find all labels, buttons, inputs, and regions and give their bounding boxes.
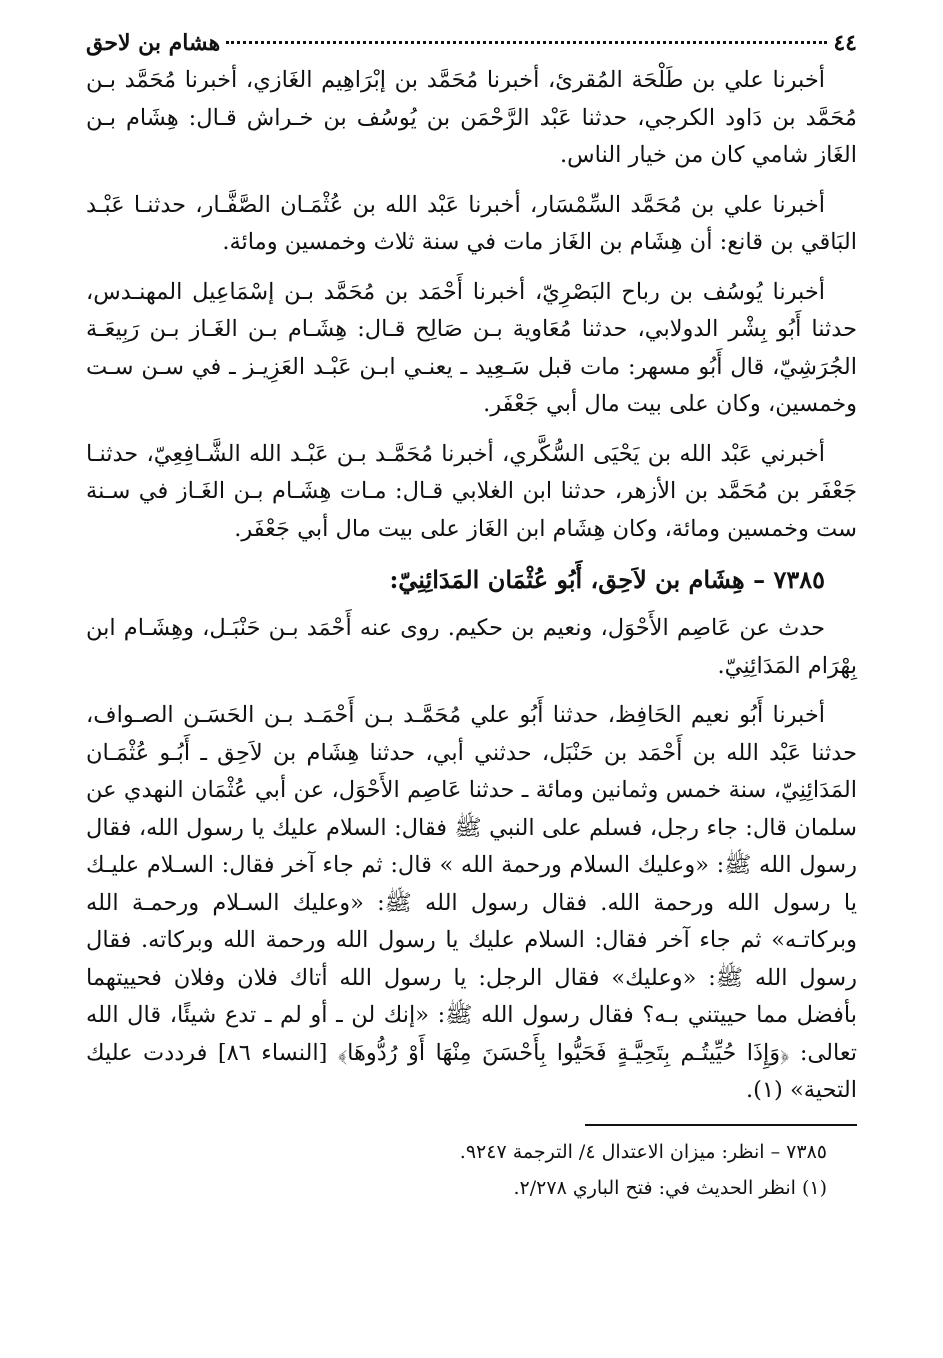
- paragraph: أخبرنا علي بن مُحَمَّد السِّمْسَار، أخبرنا عَبْد الله بن عُثْمَـان الصَّفَّـار، حدثنـا عَبْـد البَاقي بن قانع: أن هِشَام بن الغَاز مات في سنة ثلاث وخمسين ومائة.: [86, 191, 857, 255]
- footnote: (١) انظر الحديث في: فتح الباري ٢/٢٧٨.: [513, 1176, 827, 1199]
- page-number: ٤٤: [833, 30, 857, 56]
- footnote-divider: [585, 1124, 857, 1126]
- footnote: ٧٣٨٥ – انظر: ميزان الاعتدال ٤/ الترجمة ٩٢٤٧.: [459, 1140, 827, 1163]
- running-head: [86, 28, 857, 62]
- paragraph: أخبرنا علي بن طَلْحَة المُقرئ، أخبرنا مُحَمَّد بن إبْرَاهِيم الغَازي، أخبرنا مُحَمَّد بـن مُحَمَّد بن دَاود الكرجي، حدثنا عَبْد الرَّحْمَن بن يُوسُف بن خـراش قـال: هِشَام بـن الغَاز شامي كان من خيار الناس.: [86, 67, 857, 168]
- entry-heading: ٧٣٨٥ – هِشَام بن لاَحِق، أَبُو عُثْمَان المَدَائِنِيّ:: [389, 565, 825, 594]
- paragraph: أخبرنا يُوسُف بن رباح البَصْرِيّ، أخبرنا أَحْمَد بن مُحَمَّد بـن إسْمَاعِيل المهنـدس، حدثنا أَبُو بِشْر الدولابي، حدثنا مُعَاوية بـن صَالِح قـال: هِشَـام بـن الغَـاز بـن رَبِيعَـة الجُرَشِيّ، قال أَبُو مسهر: مات قبل سَـعِيد ـ يعنـي ابـن عَبْـد العَزِيـز ـ في سـن سـت وخمسين، وكان على بيت مال أبي جَعْفَر.: [86, 278, 857, 417]
- main-text: [86, 62, 857, 1110]
- paragraph: حدث عن عَاصِم الأَحْوَل، ونعيم بن حكيم. روى عنه أَحْمَد بـن حَنْبَـل، وهِشَـام ابن بِهْرَام المَدَائِنِيّ.: [86, 615, 857, 679]
- footnotes: [86, 1136, 857, 1204]
- leader-dots: [226, 41, 827, 44]
- running-title: هشام بن لاحق: [86, 30, 221, 56]
- paragraph: أخبرني عَبْد الله بن يَحْيَى السُّكَّري، أخبرنا مُحَمَّـد بـن عَبْـد الله الشَّـافِعِيّ، حدثنـا جَعْفَر بن مُحَمَّد بن الأزهر، حدثنا ابن الغلابي قـال: مـات هِشَـام بـن الغَـاز في سـنة ست وخمسين ومائة، وكان هِشَام ابن الغَاز على بيت مال أبي جَعْفَر.: [86, 440, 857, 542]
- paragraph: أخبرنا أَبُو نعيم الحَافِظ، حدثنا أَبُو علي مُحَمَّـد بـن أَحْمَـد بـن الحَسَـن الصـواف، حدثنا عَبْد الله بن أَحْمَد بن حَنْبَل، حدثني أبي، حدثنا هِشَام بن لاَحِق ـ أَبُـو عُثْمَـان المَدَائِنِيّ، سنة خمس وثمانين ومائة ـ حدثنا عَاصِم الأَحْوَل، عن أبي عُثْمَان النهدي عن سلمان قال: جاء رجل، فسلم على النبي ﷺ فقال: السلام عليك يا رسول الله، فقال رسول الله ﷺ: «وعليك السلام ورحمة الله » قال: ثم جاء آخر فقال: السـلام عليـك يا رسول الله ورحمة الله. فقال رسول الله ﷺ: «وعليك السـلام ورحمـة الله وبركاتـه» ثم جاء آخر فقال: السلام عليك يا رسول الله ورحمة الله وبركاته. فقال رسول الله ﷺ: «وعليك» فقال الرجل: يا رسول الله أتاك فلان وفلان فحييتهما بأفضل مما حييتني بـه؟ فقال رسول الله ﷺ: «إنك لن ـ أو لم ـ تدع شيئًا، قال الله تعالى: ﴿وَإِذَا حُيِّيتُـم بِتَحِيَّـةٍ فَحَيُّوا بِأَحْسَنَ مِنْهَا أَوْ رُدُّوهَا﴾ [النساء ٨٦] فرددت عليك التحية» (١).: [86, 702, 857, 1103]
